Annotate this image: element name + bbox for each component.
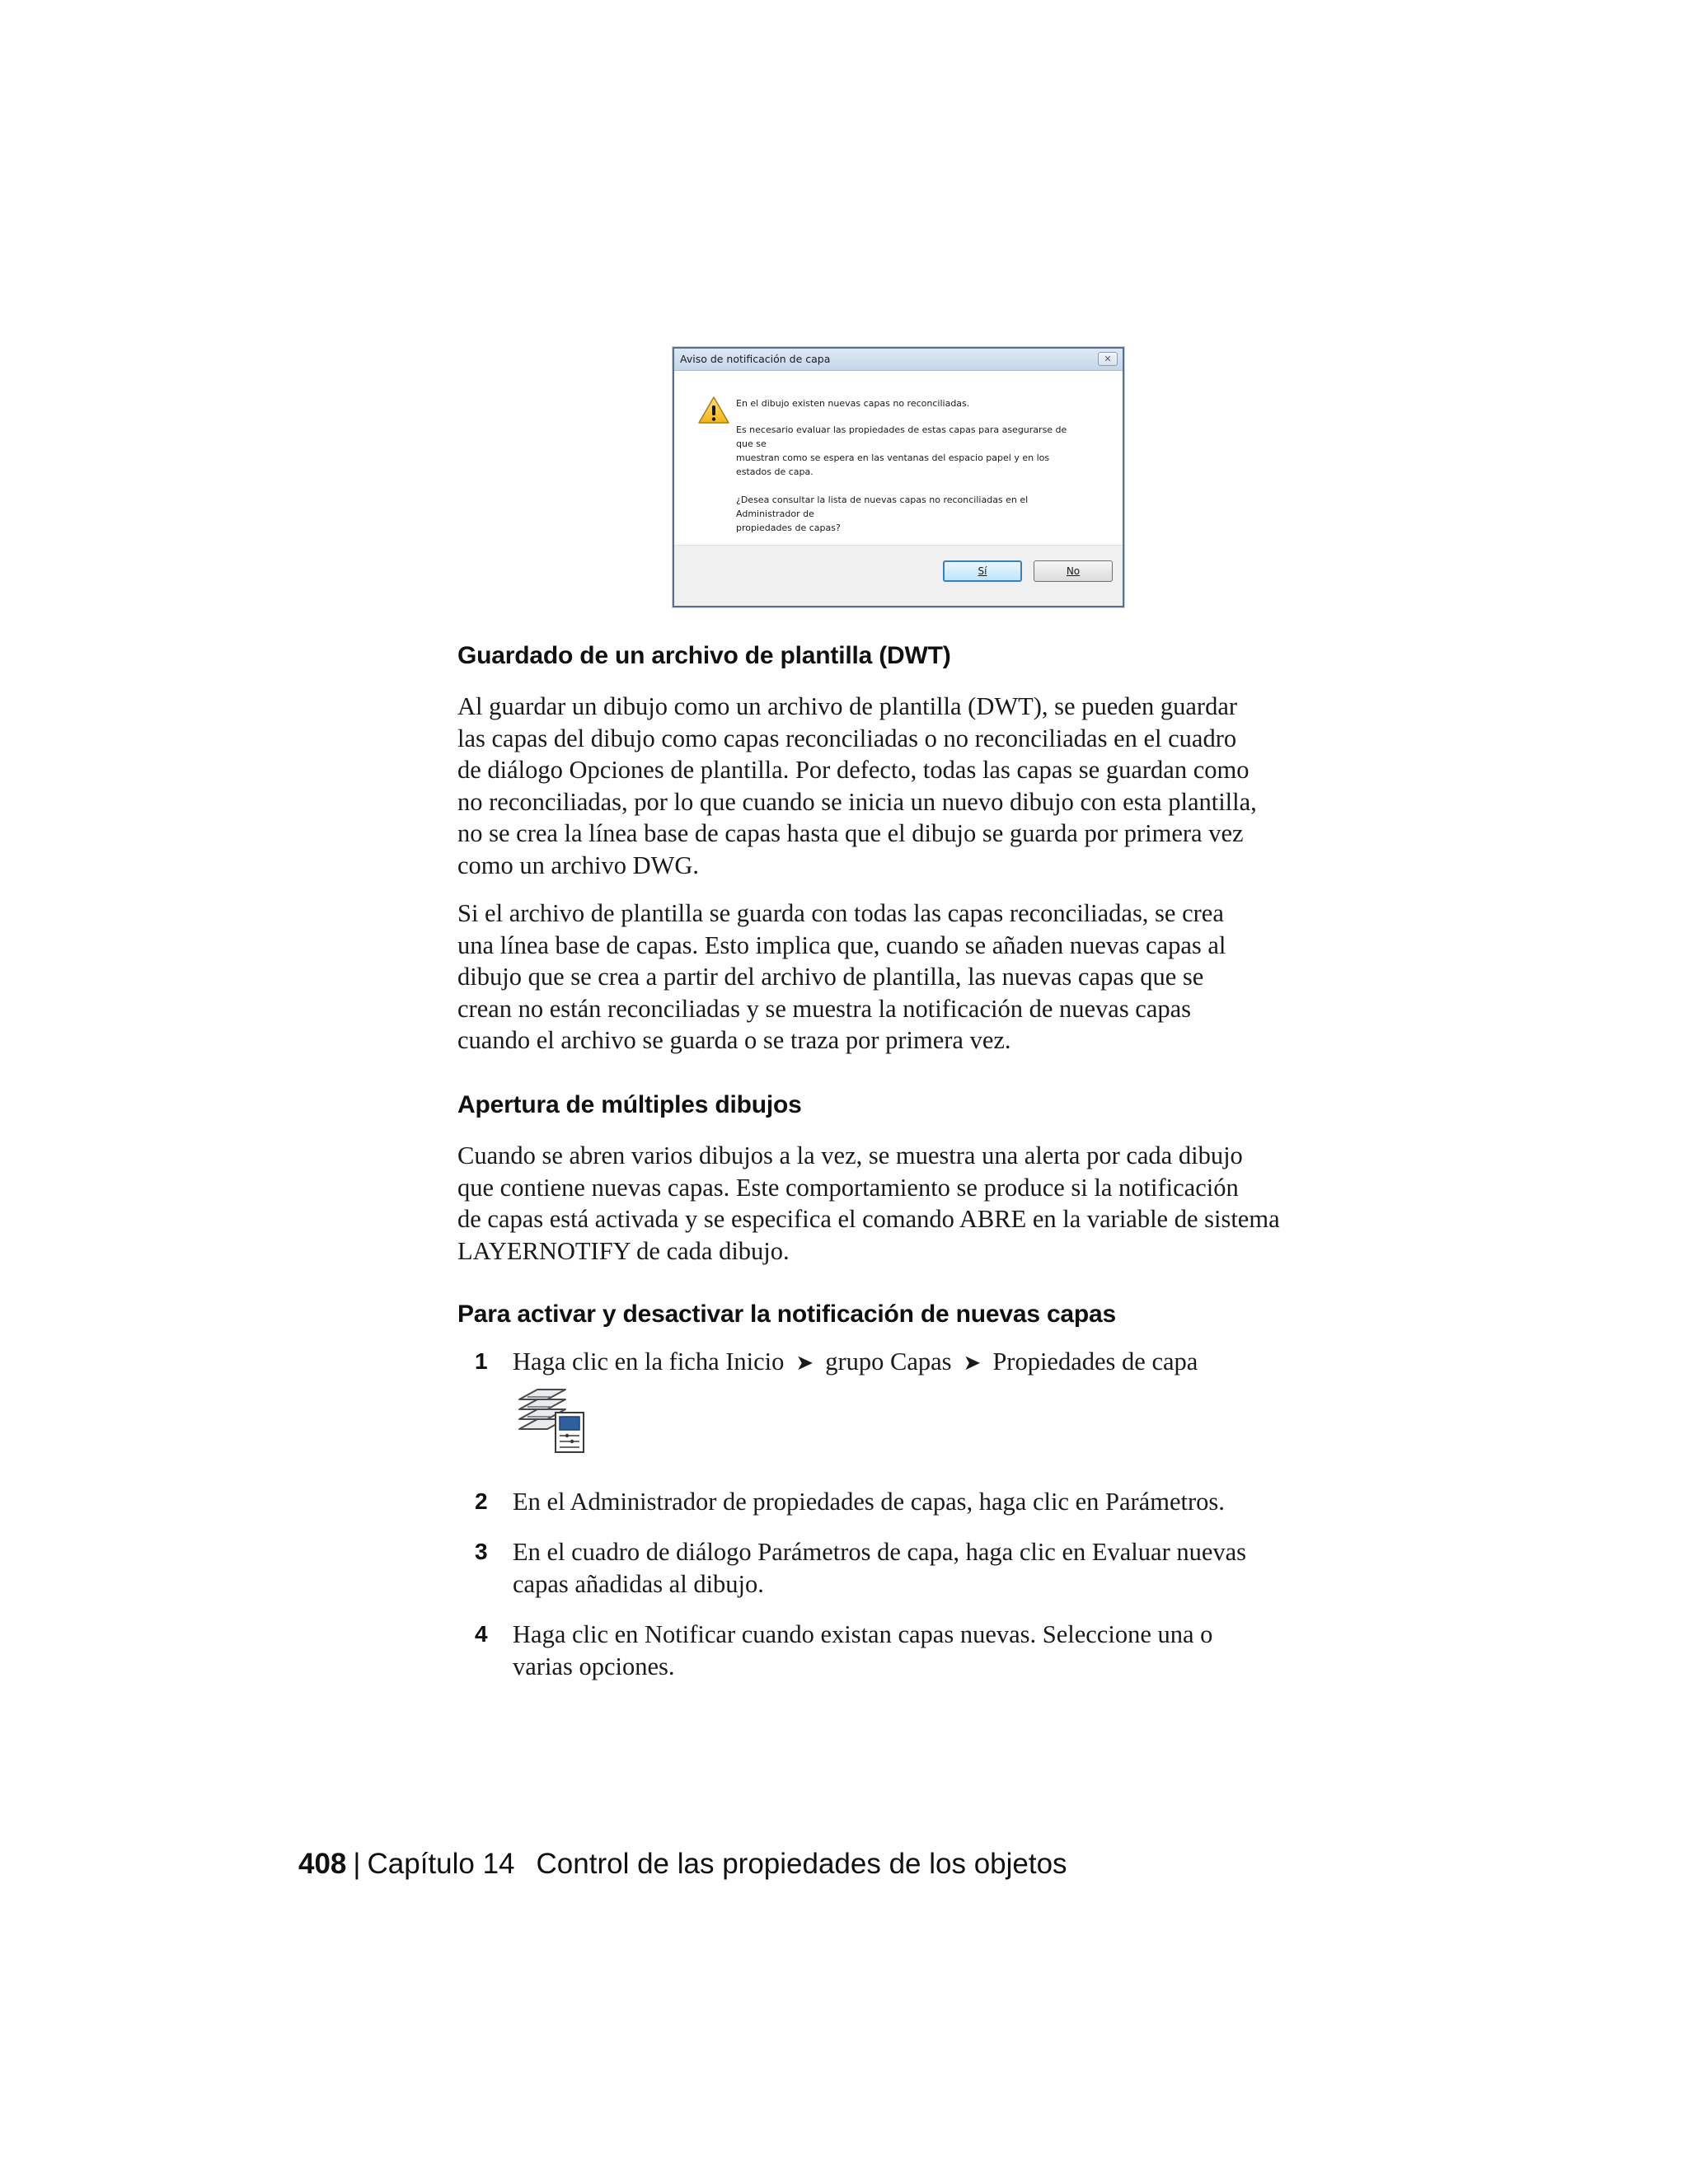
dialog-message-1	[736, 396, 1099, 410]
step-text: En el cuadro de diálogo Parámetros de capa, haga clic en Evaluar nuevas capas añadidas al dibujo.	[513, 1538, 1247, 1598]
paragraph-multiple-drawings: Cuando se abren varios dibujos a la vez, se muestra una alerta por cada dibujo que contiene nuevas capas. Este comportamiento se produce si la notificación de capas está activada y se especifica el comando ABRE en la variable de sistema LAYERNOTIFY de cada dibujo.	[457, 1141, 1280, 1265]
arrow-icon: ➤	[963, 1351, 982, 1376]
dialog-message-3	[736, 493, 1099, 535]
dialog-message-2-text: Es necesario evaluar las propiedades de estas capas para asegurarse de que se muestran como se espera en las ventanas del espacio papel y en los estados de capa.	[736, 424, 1067, 477]
paragraph-dwt-1: Al guardar un dibujo como un archivo de plantilla (DWT), se pueden guardar las capas del dibujo como capas reconciliadas o no reconciliadas en el cuadro de diálogo Opciones de plantilla. Por defecto, todas las capas se guardan como no reconciliadas, por lo que cuando se inicia un nuevo dibujo con esta plantilla, no se crea la línea base de capas hasta que el dibujo se guarda por primera vez como un archivo DWG.	[457, 692, 1257, 879]
page-number: 408	[298, 1848, 347, 1880]
paragraph-dwt-2: Si el archivo de plantilla se guarda con todas las capas reconciliadas, se crea una línea base de capas. Esto implica que, cuando se añaden nuevas capas al dibujo que se crea a partir del archivo de plantilla, las nuevas capas que se crean no están reconciliadas y se muestra la notificación de nuevas capas cuando el archivo se guarda o se traza por primera vez.	[457, 899, 1226, 1055]
dialog-message-3-text: ¿Desea consultar la lista de nuevas capas no reconciliadas en el Administrador de propiedades de capas?	[736, 494, 1029, 533]
section-heading-multiple-drawings: Apertura de múltiples dibujos	[457, 1091, 802, 1118]
step-1-part-1: Haga clic en la ficha Inicio	[513, 1347, 785, 1376]
step-number: 4	[475, 1621, 488, 1647]
chapter-label: Capítulo 14	[367, 1848, 515, 1880]
dialog-body	[674, 371, 1123, 547]
step-1-part-2: grupo Capas	[825, 1347, 952, 1376]
step-text: En el Administrador de propiedades de capas, haga clic en Parámetros.	[513, 1488, 1225, 1516]
no-button[interactable]: No	[1034, 560, 1113, 582]
dialog-button-bar	[674, 545, 1123, 606]
step-number: 2	[475, 1488, 488, 1514]
footer-separator: |	[353, 1848, 361, 1880]
dialog-message-1-text: En el dibujo existen nuevas capas no reconciliadas.	[736, 398, 970, 409]
section-heading-dwt: Guardado de un archivo de plantilla (DWT)	[457, 642, 951, 669]
chapter-title: Control de las propiedades de los objetos	[536, 1848, 1067, 1880]
yes-button[interactable]: Sí	[943, 560, 1022, 582]
step-text	[513, 1346, 1353, 1380]
close-icon[interactable]: ✕	[1098, 352, 1118, 366]
page-footer	[298, 1848, 1067, 1881]
step-number: 1	[475, 1348, 488, 1374]
step-text: Haga clic en Notificar cuando existan capas nuevas. Seleccione una o varias opciones.	[513, 1620, 1213, 1680]
dialog-title: Aviso de notificación de capa	[680, 353, 831, 365]
dialog-titlebar	[674, 349, 1123, 371]
dialog-message-2	[736, 423, 1099, 479]
layer-notification-dialog	[673, 347, 1124, 607]
step-1-part-3: Propiedades de capa	[992, 1347, 1198, 1376]
layer-properties-icon	[513, 1381, 588, 1457]
step-number: 3	[475, 1539, 488, 1564]
section-heading-toggle-notification: Para activar y desactivar la notificación de nuevas capas	[457, 1301, 1117, 1328]
warning-icon	[697, 396, 730, 425]
arrow-icon: ➤	[795, 1351, 814, 1376]
